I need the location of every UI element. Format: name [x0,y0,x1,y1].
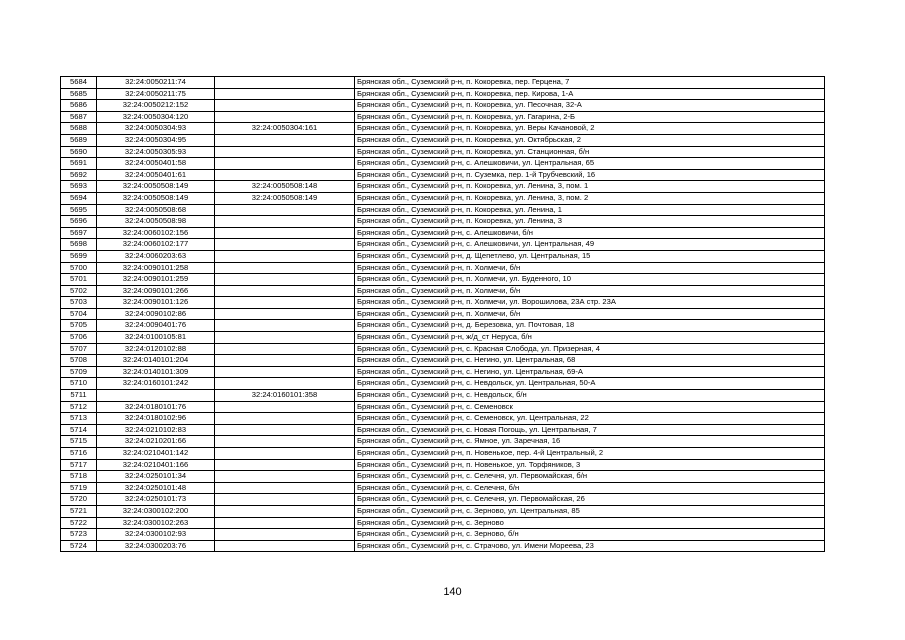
row-number-cell: 5717 [61,459,97,471]
address-cell: Брянская обл., Суземский р-н, п. Холмечи, б/н [355,285,825,297]
row-number-cell: 5708 [61,355,97,367]
row-number-cell: 5687 [61,111,97,123]
cadastral-number-cell: 32:24:0090102:86 [97,308,215,320]
address-cell: Брянская обл., Суземский р-н, ж/д_ст Неруса, б/н [355,332,825,344]
table-row [61,320,825,332]
table-row [61,448,825,460]
cadastral-number-cell: 32:24:0050211:75 [97,88,215,100]
previous-cadastral-number-cell [215,262,355,274]
table-row [61,134,825,146]
table-row [61,471,825,483]
address-cell: Брянская обл., Суземский р-н, п. Холмечи, ул. Буденного, 10 [355,274,825,286]
table-row [61,494,825,506]
address-cell: Брянская обл., Суземский р-н, п. Кокоревка, ул. Гагарина, 2-Б [355,111,825,123]
address-cell: Брянская обл., Суземский р-н, с. Селечня, б/н [355,482,825,494]
row-number-cell: 5684 [61,77,97,89]
table-row [61,192,825,204]
table-row [61,459,825,471]
row-number-cell: 5719 [61,482,97,494]
table-row [61,505,825,517]
row-number-cell: 5706 [61,332,97,344]
address-cell: Брянская обл., Суземский р-н, с. Страчово, ул. Имени Мореева, 23 [355,540,825,552]
table-row [61,111,825,123]
cadastral-number-cell: 32:24:0210401:142 [97,448,215,460]
row-number-cell: 5691 [61,158,97,170]
row-number-cell: 5721 [61,505,97,517]
previous-cadastral-number-cell [215,111,355,123]
cadastral-number-cell: 32:24:0050508:149 [97,192,215,204]
table-row [61,378,825,390]
table-row [61,424,825,436]
cadastral-number-cell: 32:24:0050304:93 [97,123,215,135]
previous-cadastral-number-cell [215,505,355,517]
row-number-cell: 5710 [61,378,97,390]
address-cell: Брянская обл., Суземский р-н, п. Кокоревка, пер. Герцена, 7 [355,77,825,89]
cadastral-number-cell: 32:24:0140101:204 [97,355,215,367]
previous-cadastral-number-cell [215,378,355,390]
cadastral-number-cell: 32:24:0060102:177 [97,239,215,251]
table-row [61,123,825,135]
cadastral-number-cell: 32:24:0250101:48 [97,482,215,494]
previous-cadastral-number-cell [215,285,355,297]
row-number-cell: 5690 [61,146,97,158]
cadastral-number-cell: 32:24:0100105:81 [97,332,215,344]
address-cell: Брянская обл., Суземский р-н, с. Зерново, ул. Центральная, 85 [355,505,825,517]
previous-cadastral-number-cell [215,169,355,181]
row-number-cell: 5694 [61,192,97,204]
row-number-cell: 5700 [61,262,97,274]
previous-cadastral-number-cell [215,297,355,309]
table-row [61,390,825,402]
previous-cadastral-number-cell [215,77,355,89]
cadastral-number-cell: 32:24:0250101:73 [97,494,215,506]
row-number-cell: 5698 [61,239,97,251]
cadastral-number-cell: 32:24:0090101:126 [97,297,215,309]
row-number-cell: 5723 [61,529,97,541]
row-number-cell: 5712 [61,401,97,413]
table-row [61,100,825,112]
previous-cadastral-number-cell [215,239,355,251]
previous-cadastral-number-cell [215,320,355,332]
table-row [61,482,825,494]
address-cell: Брянская обл., Суземский р-н, п. Новенькое, пер. 4-й Центральный, 2 [355,448,825,460]
address-cell: Брянская обл., Суземский р-н, с. Невдольск, б/н [355,390,825,402]
previous-cadastral-number-cell: 32:24:0160101:358 [215,390,355,402]
row-number-cell: 5715 [61,436,97,448]
address-cell: Брянская обл., Суземский р-н, п. Холмечи, б/н [355,308,825,320]
previous-cadastral-number-cell [215,332,355,344]
row-number-cell: 5696 [61,216,97,228]
cadastral-number-cell: 32:24:0050508:68 [97,204,215,216]
address-cell: Брянская обл., Суземский р-н, с. Семеновск [355,401,825,413]
row-number-cell: 5709 [61,366,97,378]
registry-table-body [61,77,825,552]
address-cell: Брянская обл., Суземский р-н, с. Новая Погощь, ул. Центральная, 7 [355,424,825,436]
previous-cadastral-number-cell [215,471,355,483]
previous-cadastral-number-cell [215,216,355,228]
previous-cadastral-number-cell [215,250,355,262]
page-number: 140 [443,586,462,598]
cadastral-number-cell: 32:24:0300102:263 [97,517,215,529]
address-cell: Брянская обл., Суземский р-н, с. Зерново, б/н [355,529,825,541]
cadastral-number-cell: 32:24:0250101:34 [97,471,215,483]
previous-cadastral-number-cell [215,355,355,367]
cadastral-number-cell: 32:24:0210201:66 [97,436,215,448]
cadastral-number-cell: 32:24:0090401:76 [97,320,215,332]
table-row [61,517,825,529]
table-row [61,239,825,251]
row-number-cell: 5702 [61,285,97,297]
address-cell: Брянская обл., Суземский р-н, д. Щепетлево, ул. Центральная, 15 [355,250,825,262]
previous-cadastral-number-cell [215,424,355,436]
row-number-cell: 5688 [61,123,97,135]
previous-cadastral-number-cell [215,459,355,471]
row-number-cell: 5718 [61,471,97,483]
table-row [61,146,825,158]
row-number-cell: 5704 [61,308,97,320]
address-cell: Брянская обл., Суземский р-н, п. Кокоревка, ул. Ленина, 3 [355,216,825,228]
cadastral-number-cell: 32:24:0300102:93 [97,529,215,541]
cadastral-number-cell: 32:24:0050401:58 [97,158,215,170]
previous-cadastral-number-cell [215,343,355,355]
cadastral-number-cell: 32:24:0300203:76 [97,540,215,552]
address-cell: Брянская обл., Суземский р-н, п. Новенькое, ул. Торфяников, 3 [355,459,825,471]
cadastral-number-cell: 32:24:0300102:200 [97,505,215,517]
cadastral-number-cell: 32:24:0160101:242 [97,378,215,390]
row-number-cell: 5722 [61,517,97,529]
previous-cadastral-number-cell [215,401,355,413]
address-cell: Брянская обл., Суземский р-н, п. Суземка, пер. 1-й Трубчевский, 16 [355,169,825,181]
cadastral-number-cell: 32:24:0210102:83 [97,424,215,436]
cadastral-number-cell: 32:24:0090101:258 [97,262,215,274]
previous-cadastral-number-cell [215,146,355,158]
table-row [61,250,825,262]
address-cell: Брянская обл., Суземский р-н, с. Селечня, ул. Первомайская, б/н [355,471,825,483]
row-number-cell: 5714 [61,424,97,436]
registry-table [60,76,825,552]
cadastral-number-cell: 32:24:0060203:63 [97,250,215,262]
previous-cadastral-number-cell [215,134,355,146]
table-row [61,343,825,355]
address-cell: Брянская обл., Суземский р-н, п. Кокоревка, ул. Ленина, 3, пом. 1 [355,181,825,193]
address-cell: Брянская обл., Суземский р-н, с. Невдольск, ул. Центральная, 50-А [355,378,825,390]
row-number-cell: 5724 [61,540,97,552]
address-cell: Брянская обл., Суземский р-н, с. Алешковичи, ул. Центральная, 49 [355,239,825,251]
address-cell: Брянская обл., Суземский р-н, п. Кокоревка, ул. Станционная, б/н [355,146,825,158]
cadastral-number-cell: 32:24:0210401:166 [97,459,215,471]
cadastral-number-cell: 32:24:0180101:76 [97,401,215,413]
row-number-cell: 5697 [61,227,97,239]
address-cell: Брянская обл., Суземский р-н, п. Кокоревка, ул. Октябрьская, 2 [355,134,825,146]
row-number-cell: 5685 [61,88,97,100]
address-cell: Брянская обл., Суземский р-н, с. Зерново [355,517,825,529]
row-number-cell: 5689 [61,134,97,146]
cadastral-number-cell: 32:24:0050508:98 [97,216,215,228]
row-number-cell: 5701 [61,274,97,286]
table-row [61,169,825,181]
table-row [61,355,825,367]
previous-cadastral-number-cell [215,494,355,506]
table-row [61,227,825,239]
cadastral-number-cell: 32:24:0090101:266 [97,285,215,297]
row-number-cell: 5713 [61,413,97,425]
table-row [61,413,825,425]
address-cell: Брянская обл., Суземский р-н, с. Негино, ул. Центральная, 69-А [355,366,825,378]
address-cell: Брянская обл., Суземский р-н, с. Алешковичи, ул. Центральная, 65 [355,158,825,170]
previous-cadastral-number-cell [215,204,355,216]
address-cell: Брянская обл., Суземский р-н, с. Ямное, ул. Заречная, 16 [355,436,825,448]
cadastral-number-cell: 32:24:0050212:152 [97,100,215,112]
cadastral-number-cell: 32:24:0050304:95 [97,134,215,146]
table-row [61,332,825,344]
cadastral-number-cell: 32:24:0050305:93 [97,146,215,158]
previous-cadastral-number-cell [215,448,355,460]
row-number-cell: 5720 [61,494,97,506]
cadastral-number-cell [97,390,215,402]
table-row [61,436,825,448]
previous-cadastral-number-cell [215,482,355,494]
table-row [61,297,825,309]
cadastral-number-cell: 32:24:0140101:309 [97,366,215,378]
previous-cadastral-number-cell: 32:24:0050304:161 [215,123,355,135]
table-row [61,285,825,297]
table-row [61,88,825,100]
cadastral-number-cell: 32:24:0090101:259 [97,274,215,286]
cadastral-number-cell: 32:24:0050508:149 [97,181,215,193]
address-cell: Брянская обл., Суземский р-н, с. Семеновск, ул. Центральная, 22 [355,413,825,425]
row-number-cell: 5707 [61,343,97,355]
table-row [61,308,825,320]
address-cell: Брянская обл., Суземский р-н, п. Кокоревка, ул. Ленина, 3, пом. 2 [355,192,825,204]
table-row [61,77,825,89]
previous-cadastral-number-cell [215,308,355,320]
row-number-cell: 5711 [61,390,97,402]
address-cell: Брянская обл., Суземский р-н, с. Селечня, ул. Первомайская, 26 [355,494,825,506]
table-row [61,274,825,286]
address-cell: Брянская обл., Суземский р-н, с. Алешковичи, б/н [355,227,825,239]
cadastral-number-cell: 32:24:0180102:96 [97,413,215,425]
row-number-cell: 5703 [61,297,97,309]
row-number-cell: 5693 [61,181,97,193]
table-row [61,216,825,228]
row-number-cell: 5716 [61,448,97,460]
address-cell: Брянская обл., Суземский р-н, п. Кокоревка, пер. Кирова, 1-А [355,88,825,100]
previous-cadastral-number-cell [215,366,355,378]
cadastral-number-cell: 32:24:0120102:88 [97,343,215,355]
previous-cadastral-number-cell [215,158,355,170]
previous-cadastral-number-cell [215,413,355,425]
address-cell: Брянская обл., Суземский р-н, п. Холмечи, ул. Ворошилова, 23А стр. 23А [355,297,825,309]
previous-cadastral-number-cell [215,517,355,529]
row-number-cell: 5686 [61,100,97,112]
previous-cadastral-number-cell [215,100,355,112]
cadastral-number-cell: 32:24:0060102:156 [97,227,215,239]
address-cell: Брянская обл., Суземский р-н, д. Березовка, ул. Почтовая, 18 [355,320,825,332]
row-number-cell: 5692 [61,169,97,181]
row-number-cell: 5699 [61,250,97,262]
cadastral-number-cell: 32:24:0050401:61 [97,169,215,181]
table-row [61,529,825,541]
row-number-cell: 5695 [61,204,97,216]
table-row [61,204,825,216]
table-row [61,366,825,378]
previous-cadastral-number-cell [215,436,355,448]
row-number-cell: 5705 [61,320,97,332]
cadastral-number-cell: 32:24:0050304:120 [97,111,215,123]
address-cell: Брянская обл., Суземский р-н, п. Кокоревка, ул. Веры Качановой, 2 [355,123,825,135]
table-row [61,181,825,193]
address-cell: Брянская обл., Суземский р-н, п. Кокоревка, ул. Ленина, 1 [355,204,825,216]
previous-cadastral-number-cell [215,227,355,239]
previous-cadastral-number-cell [215,88,355,100]
table-row [61,401,825,413]
previous-cadastral-number-cell: 32:24:0050508:149 [215,192,355,204]
address-cell: Брянская обл., Суземский р-н, с. Красная Слобода, ул. Призерная, 4 [355,343,825,355]
previous-cadastral-number-cell [215,274,355,286]
address-cell: Брянская обл., Суземский р-н, с. Негино, ул. Центральная, 68 [355,355,825,367]
table-row [61,158,825,170]
previous-cadastral-number-cell: 32:24:0050508:148 [215,181,355,193]
address-cell: Брянская обл., Суземский р-н, п. Кокоревка, ул. Песочная, 32-А [355,100,825,112]
previous-cadastral-number-cell [215,540,355,552]
cadastral-number-cell: 32:24:0050211:74 [97,77,215,89]
previous-cadastral-number-cell [215,529,355,541]
table-row [61,262,825,274]
address-cell: Брянская обл., Суземский р-н, п. Холмечи, б/н [355,262,825,274]
table-row [61,540,825,552]
